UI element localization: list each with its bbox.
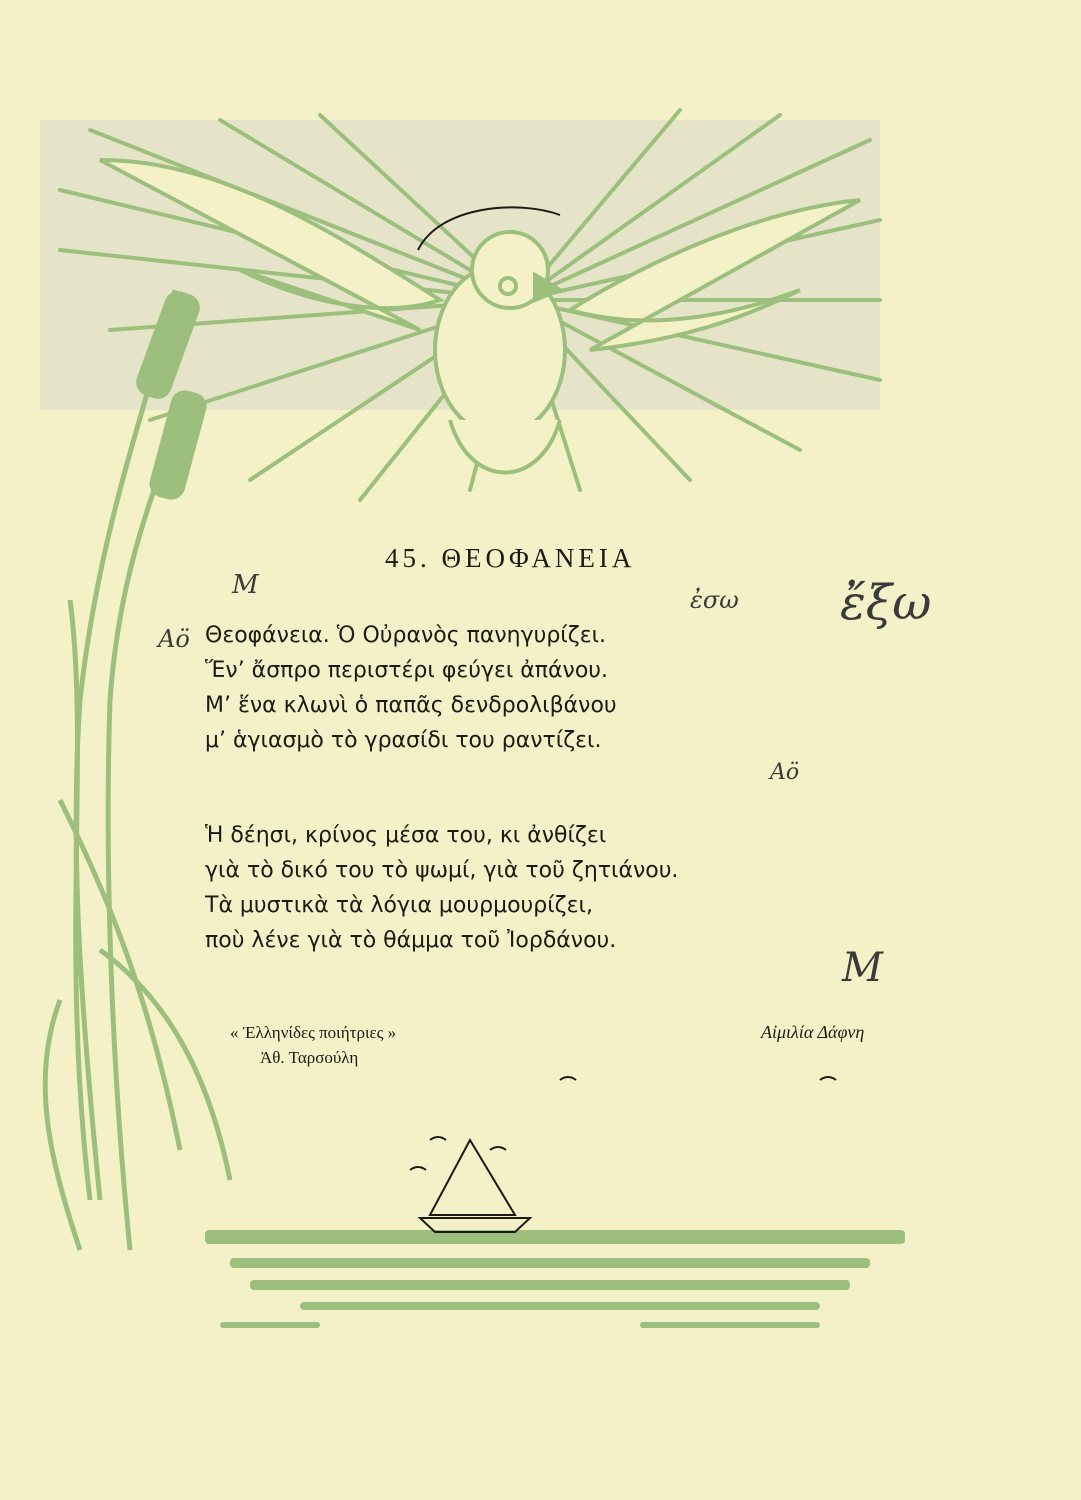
poem-line: μ’ ἁγιασμὸ τὸ γρασίδι του ραντίζει. [205,728,602,753]
source-editor: Ἀθ. Ταρσούλη [260,1048,359,1067]
reeds [45,290,230,1250]
handwritten-mark: Αö [770,760,800,785]
handwritten-mark: M [232,570,259,600]
sailboat [410,1077,836,1232]
poem-line: Ἕν’ ἄσπρο περιστέρι φεύγει ἀπάνου. [205,658,609,683]
poem-line: Τὰ μυστικὰ τὰ λόγια μουρμουρίζει, [205,893,593,918]
handwritten-mark: M [842,945,883,991]
poem-stanza-2 [205,818,678,958]
handwritten-note: ἔξω [840,575,932,631]
poem-author: Αἰμιλία Δάφνη [761,1022,865,1042]
poem-stanza-1 [205,618,617,758]
handwritten-mark: Αö [158,625,190,653]
poem-line: Θεοφάνεια. Ὁ Οὐρανὸς πανηγυρίζει. [205,623,607,648]
handwritten-note: ἐσω [690,586,739,614]
source-book: « Ἑλληνίδες ποιήτριες » [230,1023,397,1042]
poem-line: Ἡ δέησι, κρίνος μέσα του, κι ἀνθίζει [205,823,607,848]
poem-line: ποὺ λένε γιὰ τὸ θάμμα τοῦ Ἰορδάνου. [205,928,617,953]
poem-line: γιὰ τὸ δικό του τὸ ψωμί, γιὰ τοῦ ζητιάνου. [205,858,679,883]
poem-line: Μ’ ἕνα κλωνὶ ὁ παπᾶς δενδρολιβάνου [205,693,617,718]
page-title: 45. ΘΕΟΦΑΝΕΙΑ [385,543,636,573]
source-citation [230,1020,396,1070]
water [205,1230,905,1328]
